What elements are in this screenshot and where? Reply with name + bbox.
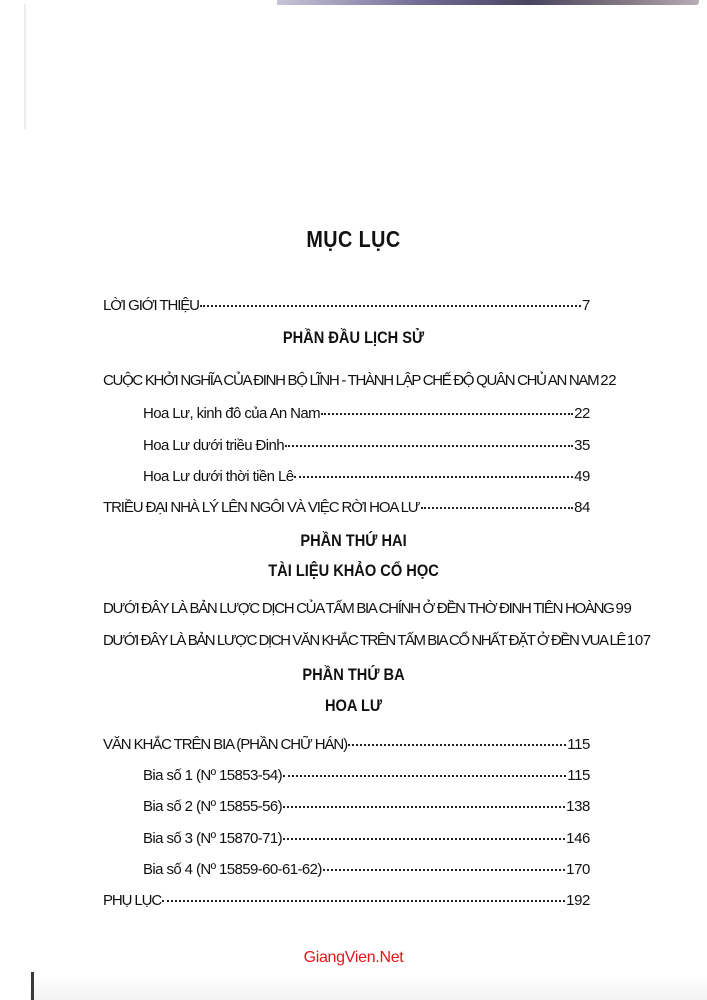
part-subheading: TÀI LIỆU KHẢO CỔ HỌC bbox=[268, 561, 439, 580]
toc-entry[interactable] bbox=[143, 795, 590, 817]
toc-entry-label: LỜI GIỚI THIỆU bbox=[103, 297, 199, 314]
toc-entry-label: VĂN KHẮC TRÊN BIA (PHẦN CHỮ HÁN) bbox=[103, 736, 348, 753]
dot-leader bbox=[285, 431, 573, 447]
toc-entry[interactable] bbox=[143, 465, 590, 487]
toc-entry-label: Hoa Lư, kinh đô của An Nam bbox=[143, 405, 321, 422]
toc-entry[interactable] bbox=[103, 369, 617, 391]
toc-page-number: 84 bbox=[574, 499, 590, 516]
toc-entry[interactable] bbox=[143, 858, 590, 880]
toc-entry[interactable] bbox=[103, 889, 590, 911]
toc-entry-label: Bia số 3 (Nº 15870-71) bbox=[143, 830, 283, 847]
dot-leader bbox=[321, 399, 573, 415]
toc-entry[interactable] bbox=[103, 629, 651, 651]
toc-entry-label: DƯỚI ĐÂY LÀ BẢN LƯỢC DỊCH VĂN KHẮC TRÊN TẤM BIA CỔ NHẤT ĐẶT Ở ĐỀN VUA LÊ bbox=[103, 632, 625, 649]
toc-page-number: 22 bbox=[574, 405, 590, 422]
dot-leader bbox=[162, 886, 565, 902]
part-heading: PHẦN THỨ HAI bbox=[300, 531, 407, 550]
toc-entry[interactable] bbox=[143, 402, 590, 424]
toc-page-number: 7 bbox=[582, 297, 590, 314]
toc-page-number: 146 bbox=[566, 830, 590, 847]
dot-leader bbox=[421, 493, 574, 509]
part-subheading: HOA LƯ bbox=[324, 696, 383, 715]
dot-leader bbox=[283, 761, 566, 777]
toc-page-number: 35 bbox=[574, 437, 590, 454]
toc-entry-label: PHỤ LỤC bbox=[103, 892, 162, 909]
dot-leader bbox=[294, 462, 573, 478]
part-heading: PHẦN ĐẦU LỊCH SỬ bbox=[282, 328, 425, 347]
page-title: MỤC LỤC bbox=[306, 226, 401, 252]
toc-page-number: 115 bbox=[567, 736, 590, 753]
toc-entry[interactable] bbox=[103, 496, 590, 518]
toc-entry-label: TRIỀU ĐẠI NHÀ LÝ LÊN NGÔI VÀ VIỆC RỜI HOA LƯ bbox=[103, 499, 420, 516]
book-cover-edge bbox=[277, 0, 699, 5]
dot-leader bbox=[283, 824, 565, 840]
toc-entry[interactable] bbox=[103, 597, 632, 619]
toc-page-number: 22 bbox=[600, 372, 617, 389]
dot-leader bbox=[323, 855, 565, 871]
page-bottom-shadow bbox=[30, 975, 707, 1000]
dot-leader bbox=[348, 730, 566, 746]
dot-leader bbox=[283, 792, 565, 808]
toc-page-number: 49 bbox=[574, 468, 590, 485]
watermark: GiangVien.Net bbox=[303, 949, 404, 966]
toc-entry-label: Hoa Lư dưới thời tiền Lê bbox=[143, 468, 294, 485]
part-heading: PHẦN THỨ BA bbox=[302, 665, 405, 684]
toc-entry-label: DƯỚI ĐÂY LÀ BẢN LƯỢC DỊCH CỦA TẤM BIA CHÍNH Ở ĐỀN THỜ ĐINH TIÊN HOÀNG bbox=[103, 600, 614, 617]
toc-entry-label: Bia số 1 (Nº 15853-54) bbox=[143, 767, 283, 784]
toc-entry[interactable] bbox=[143, 827, 590, 849]
toc-entry-label: Bia số 4 (Nº 15859-60-61-62) bbox=[143, 861, 322, 878]
toc-entry-intro[interactable] bbox=[103, 294, 590, 316]
toc-page-number: 115 bbox=[567, 767, 590, 784]
toc-entry-label: Hoa Lư dưới triều Đinh bbox=[143, 437, 284, 454]
toc-page-number: 99 bbox=[615, 600, 632, 617]
toc-entry[interactable] bbox=[143, 434, 590, 456]
toc-page-number: 107 bbox=[626, 632, 651, 649]
page-spine-edge bbox=[31, 972, 34, 1000]
toc-entry-label: CUỘC KHỞI NGHĨA CỦA ĐINH BỘ LĨNH - THÀNH LẬP CHẾ ĐỘ QUÂN CHỦ AN NAM bbox=[103, 372, 599, 389]
toc-page-number: 138 bbox=[566, 798, 590, 815]
page-fold-line bbox=[24, 4, 26, 129]
toc-page-number: 170 bbox=[566, 861, 590, 878]
toc-entry[interactable] bbox=[103, 733, 590, 755]
toc-entry[interactable] bbox=[143, 764, 590, 786]
toc-entry-label: Bia số 2 (Nº 15855-56) bbox=[143, 798, 283, 815]
toc-page-number: 192 bbox=[566, 892, 590, 909]
dot-leader bbox=[200, 291, 581, 307]
